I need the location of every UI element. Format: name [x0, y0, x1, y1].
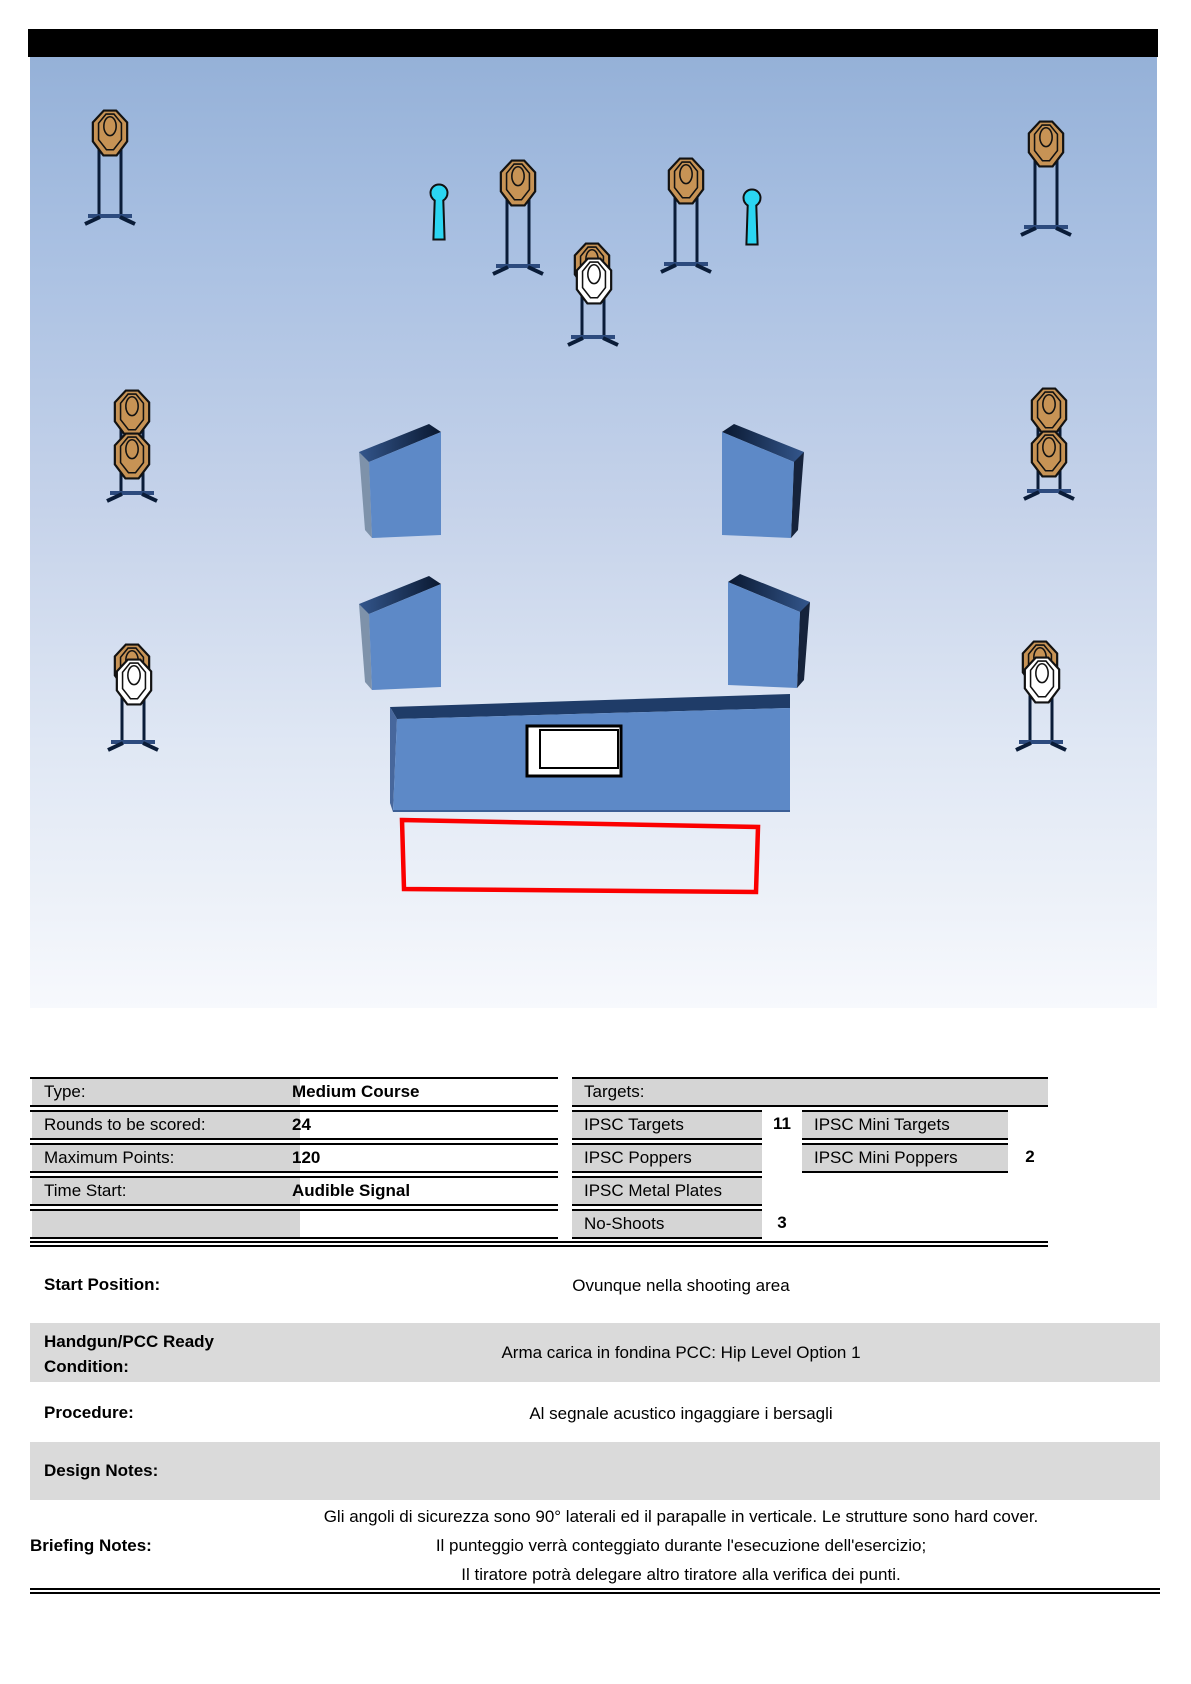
table-row	[30, 1077, 558, 1107]
ipsc-target	[1018, 120, 1074, 238]
row-value: 120	[292, 1148, 321, 1167]
ipsc-target-with-no-shoot	[1012, 640, 1070, 753]
ipsc-target	[82, 109, 138, 227]
start-position-label: Start Position:	[44, 1275, 161, 1294]
briefing-notes-label: Briefing Notes:	[30, 1536, 152, 1555]
wall-panel	[726, 568, 814, 693]
target-type: IPSC Mini Poppers	[802, 1143, 1008, 1173]
target-type: IPSC Targets	[572, 1110, 762, 1140]
target-count	[762, 1143, 802, 1173]
start-position-row	[30, 1262, 1160, 1310]
target-type: No-Shoots	[572, 1209, 762, 1239]
ipsc-target-stack	[1021, 387, 1077, 502]
ready-condition-row	[30, 1323, 1160, 1382]
no-shoot-target	[1025, 658, 1059, 703]
target-count	[762, 1176, 802, 1206]
stage-title-bar	[28, 29, 1158, 57]
divider	[30, 1588, 1160, 1590]
target-count: 11	[773, 1114, 791, 1133]
targets-header: Targets:	[572, 1077, 1048, 1107]
ipsc-target-stack	[104, 389, 160, 504]
mini-popper	[740, 188, 764, 246]
row-value: Medium Course	[292, 1082, 420, 1101]
divider	[30, 1241, 1048, 1243]
briefing-line: Gli angoli di sicurezza sono 90° laterali ed il parapalle in verticale. Le strutture sono hard cover.	[323, 1507, 1039, 1526]
table-row	[30, 1110, 558, 1140]
target-type: IPSC Mini Targets	[802, 1110, 1008, 1140]
row-label: Time Start:	[32, 1178, 300, 1204]
row-label	[32, 1211, 300, 1237]
row-value: 24	[292, 1115, 311, 1134]
no-shoot-target	[577, 259, 611, 304]
divider	[30, 1592, 1160, 1594]
table-prop	[390, 693, 790, 813]
target-type: IPSC Poppers	[572, 1143, 762, 1173]
row-label: Rounds to be scored:	[32, 1112, 300, 1138]
target-count: 3	[777, 1213, 787, 1232]
start-position-value: Ovunque nella shooting area	[572, 1276, 790, 1295]
ready-condition-label	[44, 1329, 214, 1379]
row-value	[292, 1211, 554, 1237]
ipsc-target-with-no-shoot	[564, 242, 622, 348]
mini-popper	[427, 183, 451, 241]
procedure-value: Al segnale acustico ingaggiare i bersagli	[529, 1404, 833, 1423]
ipsc-target	[490, 159, 546, 277]
wall-panel	[355, 418, 443, 543]
course-diagram	[30, 57, 1157, 1008]
row-label: Maximum Points:	[32, 1145, 300, 1171]
wall-panel	[720, 418, 808, 543]
briefing-notes-row	[30, 1502, 1160, 1588]
wall-panel	[355, 570, 443, 695]
design-notes-label: Design Notes:	[44, 1461, 159, 1480]
ipsc-target-with-no-shoot	[104, 643, 162, 753]
procedure-label: Procedure:	[44, 1403, 134, 1422]
table-row	[30, 1143, 558, 1173]
no-shoot-target	[117, 660, 151, 705]
ready-condition-label-line1: Handgun/PCC Ready	[44, 1332, 215, 1351]
briefing-line: Il tiratore potrà delegare altro tiratore alla verifica dei punti.	[461, 1565, 901, 1584]
table-row	[30, 1176, 558, 1206]
target-type: IPSC Metal Plates	[572, 1176, 762, 1206]
ready-condition-value: Arma carica in fondina PCC: Hip Level Option 1	[501, 1343, 861, 1362]
target-count	[1008, 1110, 1052, 1140]
briefing-line: Il punteggio verrà conteggiato durante l'esecuzione dell'esercizio;	[435, 1536, 927, 1555]
shooting-area	[30, 57, 1157, 1008]
procedure-row	[30, 1392, 1160, 1436]
row-label: Type:	[32, 1079, 300, 1105]
briefing-notes-text	[257, 1502, 1105, 1589]
divider	[30, 1245, 1048, 1247]
design-notes-row	[30, 1442, 1160, 1500]
row-value: Audible Signal	[292, 1181, 411, 1200]
target-count: 2	[1025, 1147, 1035, 1166]
table-row	[30, 1209, 558, 1239]
ready-condition-label-line2: Condition:	[44, 1357, 129, 1376]
ipsc-target	[658, 157, 714, 275]
